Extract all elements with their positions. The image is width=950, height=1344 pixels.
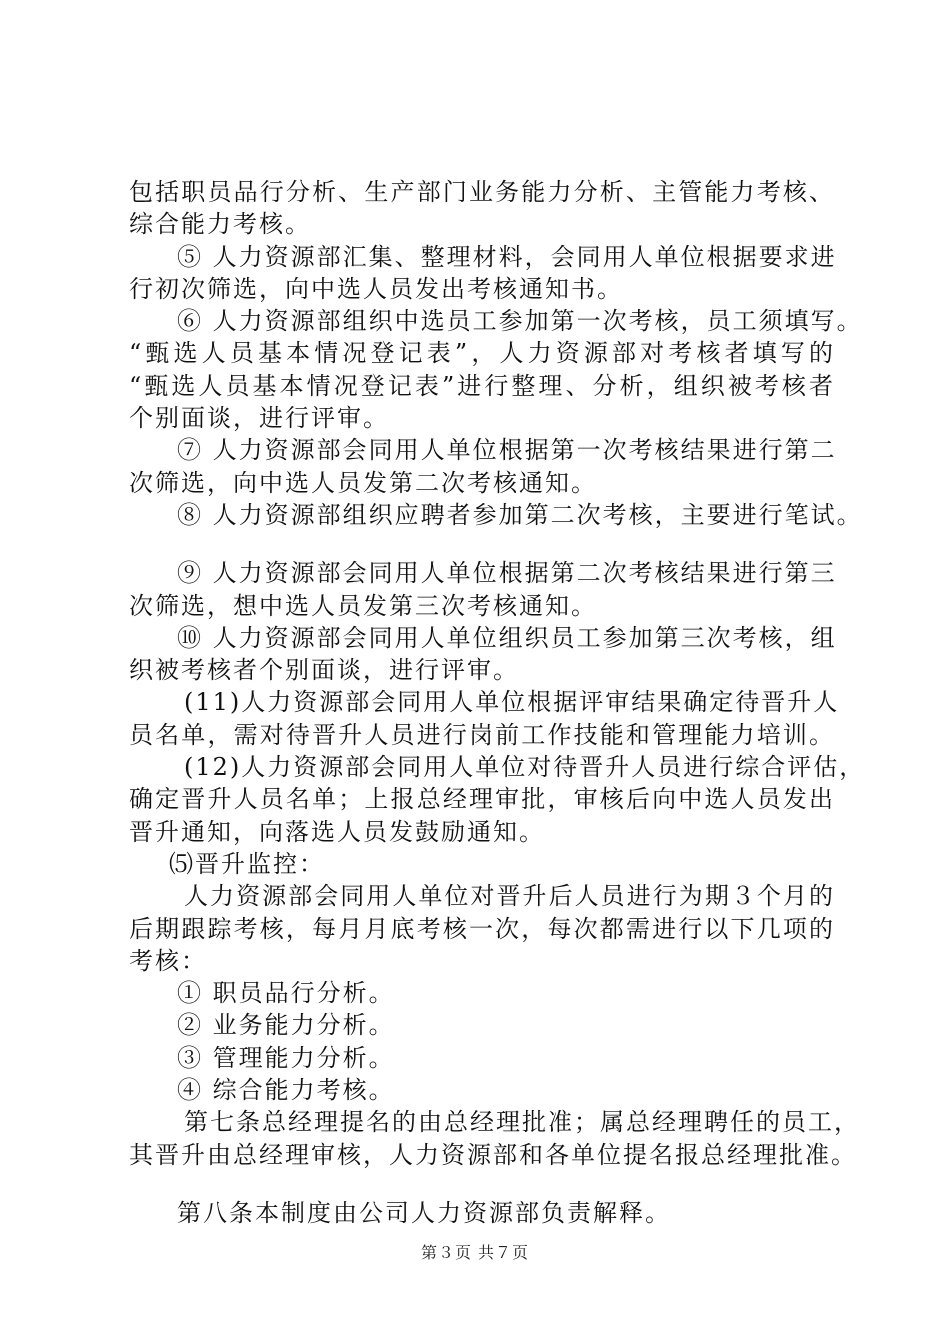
list-item-6: ⑥ 人力资源部组织中选员工参加第一次考核，员工须填写。 <box>177 307 863 336</box>
text-line: 次筛选，向中选人员发第二次考核通知。 <box>129 468 597 497</box>
paragraph-gap <box>129 1171 835 1197</box>
text-line: 个别面谈，进行评审。 <box>129 404 389 433</box>
document-body <box>129 176 866 1229</box>
paragraph-gap <box>129 531 835 557</box>
list-item-2: ② 业务能力分析。 <box>177 1011 395 1040</box>
article-7: 第七条总经理提名的由总经理批准；属总经理聘任的员工， <box>184 1108 860 1137</box>
list-item-12: (12)人力资源部会同用人单位对待晋升人员进行综合评估， <box>184 753 866 782</box>
list-item-1: ① 职员品行分析。 <box>177 979 395 1008</box>
text-line: 织被考核者个别面谈，进行评审。 <box>129 656 519 685</box>
text-line: 次筛选，想中选人员发第三次考核通知。 <box>129 591 597 620</box>
list-item-8: ⑧ 人力资源部组织应聘者参加第二次考核，主要进行笔试。 <box>177 500 863 529</box>
list-item-10: ⑩ 人力资源部会同用人单位组织员工参加第三次考核，组 <box>177 623 837 652</box>
text-line: 员名单，需对待晋升人员进行岗前工作技能和管理能力培训。 <box>129 720 835 749</box>
text-line: 行初次筛选，向中选人员发出考核通知书。 <box>129 274 623 303</box>
list-item-9: ⑨ 人力资源部会同用人单位根据第二次考核结果进行第三 <box>177 559 837 588</box>
text-line: “甄选人员基本情况登记表”，人力资源部对考核者填写的 <box>129 339 835 368</box>
text-line: 晋升通知，向落选人员发鼓励通知。 <box>129 817 545 846</box>
list-item-7: ⑦ 人力资源部会同用人单位根据第一次考核结果进行第二 <box>177 436 837 465</box>
text-line: 综合能力考核。 <box>129 210 311 239</box>
article-8: 第八条本制度由公司人力资源部负责解释。 <box>177 1198 671 1227</box>
text-line: 确定晋升人员名单；上报总经理审批，审核后向中选人员发出 <box>129 785 835 814</box>
text-line: 其晋升由总经理审核，人力资源部和各单位提名报总经理批准。 <box>129 1140 857 1169</box>
list-item-3: ③ 管理能力分析。 <box>177 1043 395 1072</box>
text-line: “甄选人员基本情况登记表”进行整理、分析，组织被考核者 <box>129 371 835 400</box>
text-line: 后期跟踪考核，每月月底考核一次，每次都需进行以下几项的 <box>129 914 835 943</box>
section-heading-promotion-monitoring: ⑸晋升监控： <box>169 849 325 878</box>
text-line: 人力资源部会同用人单位对晋升后人员进行为期３个月的 <box>184 882 835 911</box>
list-item-5: ⑤ 人力资源部汇集、整理材料，会同用人单位根据要求进 <box>177 242 837 271</box>
list-item-11: (11)人力资源部会同用人单位根据评审结果确定待晋升人 <box>184 688 840 717</box>
list-item-4: ④ 综合能力考核。 <box>177 1076 395 1105</box>
page-number: 第３页 共７页 <box>420 1243 530 1262</box>
text-line: 考核： <box>129 946 207 975</box>
text-line: 包括职员品行分析、生产部门业务能力分析、主管能力考核、 <box>129 178 835 206</box>
